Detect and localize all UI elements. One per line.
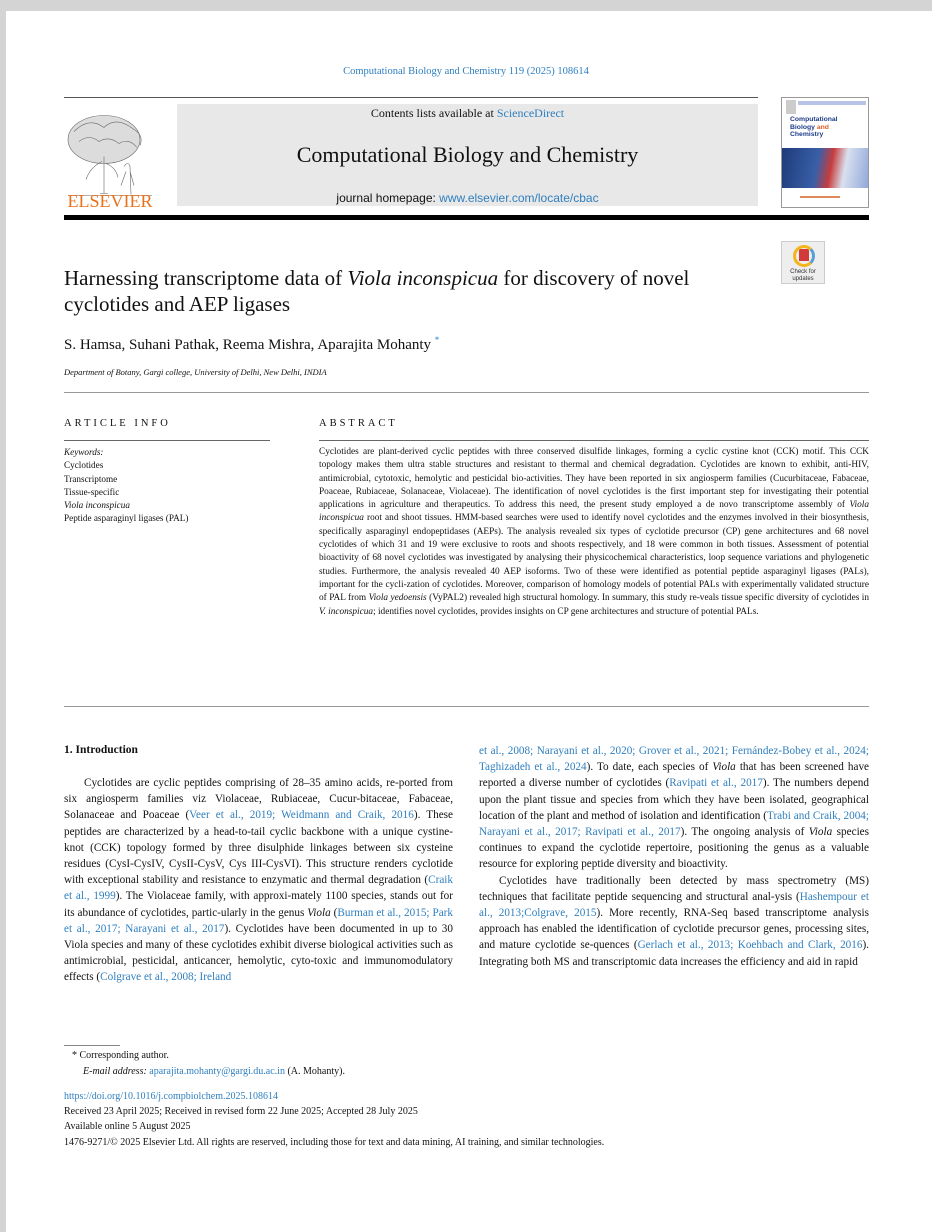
abstract-heading: ABSTRACT xyxy=(319,418,398,429)
check-for-updates-button[interactable] xyxy=(781,241,825,284)
elsevier-wordmark: ELSEVIER xyxy=(67,191,153,211)
author-separator: , xyxy=(121,337,129,353)
journal-title: Computational Biology and Chemistry xyxy=(296,142,639,167)
abstract-text: (VyPAL2) revealed high structural homology. In summary, this study re-veals tissue specific diversity of cyclotides in xyxy=(426,593,870,604)
email-line xyxy=(64,1064,345,1080)
author-separator: , xyxy=(310,337,318,353)
email-suffix: (A. Mohanty). xyxy=(284,1065,345,1077)
citation-link[interactable]: Gerlach et al., 2013; Koehbach and Clark, 2016 xyxy=(637,939,863,952)
homepage-link[interactable]: www.elsevier.com/locate/cbac xyxy=(439,191,599,205)
article-title xyxy=(64,265,764,317)
available-online: Available online 5 August 2025 xyxy=(64,1121,191,1133)
title-part2: for discovery of novel cyclotides and AEP ligases xyxy=(64,266,690,316)
homepage-line xyxy=(177,191,758,205)
author[interactable]: Reema Mishra xyxy=(222,337,311,353)
cover-title-line1: Computational xyxy=(790,116,838,123)
author[interactable]: S. Hamsa xyxy=(64,337,122,353)
cover-topbar xyxy=(798,101,866,105)
body-text: that has been screened have reported a diverse number of cyclotides ( xyxy=(479,761,870,790)
sciencedirect-link[interactable]: ScienceDirect xyxy=(496,106,565,120)
author-list xyxy=(64,335,439,354)
citation-link[interactable]: Hashempour et al., 2013;Colgrave, 2015 xyxy=(479,890,869,920)
abstract-species: V. inconspicua xyxy=(319,606,374,617)
header-thick-rule xyxy=(64,215,869,220)
copyright-notice: 1476-9271/© 2025 Elsevier Ltd. All rights are reserved, including those for text and data mining, AI training, and similar technologies. xyxy=(64,1136,605,1148)
body-text: ). To date, each species of xyxy=(586,761,713,774)
cover-title-line3: Chemistry xyxy=(790,131,824,139)
email-link[interactable]: aparajita.mohanty@gargi.du.ac.in xyxy=(149,1065,285,1077)
title-species: Viola inconspicua xyxy=(347,266,499,290)
contents-prefix: Contents lists available at xyxy=(370,106,497,120)
citation-link[interactable]: Ravipati et al., 2017 xyxy=(669,777,763,790)
author-separator: , xyxy=(215,337,223,353)
keyword: Peptide asparaginyl ligases (PAL) xyxy=(64,513,189,524)
journal-cover-thumbnail[interactable] xyxy=(781,97,869,208)
journal-citation-link[interactable]: Computational Biology and Chemistry 119 (2025) 108614 xyxy=(343,66,589,77)
author[interactable]: Aparajita Mohanty xyxy=(317,337,432,353)
body-text: ). The ongoing analysis of xyxy=(680,826,809,839)
body-text: ). The numbers depend upon the plant tissue and species from which they have been isolated, geographical location of the plant and method of isolation and identification ( xyxy=(479,777,869,822)
body-text: ). Integrating both MS and transcriptomic data increases the efficiency and aid in rapid xyxy=(479,939,869,968)
abstract-species: Viola inconspicua xyxy=(319,500,869,524)
keywords-block xyxy=(64,446,188,526)
abstract-text: ; identifies novel cyclotides, provides insights on CP gene architectures and structure of potential PALs. xyxy=(373,606,759,617)
cover-image-band xyxy=(782,148,869,188)
affiliation: Department of Botany, Gargi college, University of Delhi, New Delhi, INDIA xyxy=(64,367,327,377)
corresponding-author-mark[interactable]: * xyxy=(434,335,440,345)
body-text: ( xyxy=(330,906,338,919)
citation-link[interactable]: Trabi and Craik, 2004; Narayani et al., 2017; Ravipati et al., 2017 xyxy=(479,809,869,839)
email-label: E-mail address: xyxy=(83,1065,150,1077)
citation-link[interactable]: et al., 2008; Narayani et al., 2020; Grover et al., 2021; Fernández-Bobey et al., 2024; Taghizadeh et al., 2024 xyxy=(479,745,869,774)
keyword: Cyclotides xyxy=(64,460,104,471)
title-part1: Harnessing transcriptome data of xyxy=(64,266,348,290)
body-text: ). These peptides are characterized by a head-to-tail cyclic backbone with a unique cystine-knot (CCK) topology formed by three disulphide linkages between six cysteine residues (CysI-CysIV, CysII-CysV, Cys III-CysVI). This structure renders cyclotide with exceptional stability and resistance to enzymatic and thermal degradation ( xyxy=(64,809,453,887)
body-column-left xyxy=(64,775,453,986)
body-text: Cyclotides have traditionally been detected by mass spectrometry (MS) techniques that facilitate peptide sequencing and structural anal-ysis ( xyxy=(479,874,869,903)
title-divider xyxy=(64,392,869,393)
citation-link[interactable]: Colgrave et al., 2008; Ireland xyxy=(100,971,232,984)
keyword: Transcriptome xyxy=(64,473,118,484)
body-text: species continues to expand the cyclotide repertoire, positioning the genus as a valuable resource for exploring peptide diversity and bioactivity. xyxy=(479,826,869,871)
publication-info xyxy=(64,1089,604,1150)
body-text: ). More recently, RNA-Seq based transcriptome analysis approach has enabled the identification of cyclotide precursor genes, processing sites, and mature cyclotide se-quences ( xyxy=(479,907,869,952)
body-text: ). The Violaceae family, with approxi-mately 1100 species, stands out for its abundance of cyclotides, partic-ularly in the genus xyxy=(64,890,454,919)
genus-name: Viola xyxy=(808,826,833,839)
cover-title xyxy=(790,116,838,139)
footnote-rule xyxy=(64,1045,120,1046)
abstract-rule xyxy=(319,440,869,441)
citation-link[interactable]: Veer et al., 2019; Weidmann and Craik, 2016 xyxy=(189,809,414,822)
body-text: ). Cyclotides have been documented in up to 30 Viola species and many of these cyclotides exhibit diverse biological activities such as antimicrobial, pesticidal, anticancer, hemolytic, cyto-toxic and immunomodulatory effects ( xyxy=(64,922,453,984)
cover-title-and: and xyxy=(816,123,829,131)
doi-link[interactable]: https://doi.org/10.1016/j.compbiolchem.2025.108614 xyxy=(64,1091,278,1102)
genus-name: Viola xyxy=(712,761,736,774)
keyword: Tissue-specific xyxy=(64,486,120,497)
abstract-text: Cyclotides are plant-derived cyclic peptides with three conserved disulfide linkages, forming a cyclic cystine knot (CCK) motif. This CCK topology makes them ultra stable structures and resistant to thermal and chemical degradation. Cyclotides are known to exhibit, anti-HIV, antimicrobial, cytotoxic, hemolytic and pesticidal bio-activities. They have been reported in six angiosperm families (Cucurbitaceae, Fabaceae, Poaceae, Rubiaceae, Solanaceae, Violaceae). The identification of novel cyclotides is the first important step for investigating their potential applications in agriculture and therapeutics. To address this need, the present study employed a de novo transcriptome assembly of xyxy=(319,447,869,511)
abstract-text: root and shoot tissues. HMM-based searches were used to identify novel cyclotides and the enzymes involved in their biosynthesis, specifically asparaginyl endopeptidases (AEPs). The analysis revealed six types of cyclotide precursor (CP) gene architectures and 68 novel cyclotides of which 31 and 19 were exclusive to roots and shoots respectively, and 18 were common in both tissues. Assessment of potential bioactivity of 68 novel cyclotides was investigated by analysing their physicochemical characteristics, loop sequence variations and phylogenetic studies. Furthermore, the analysis revealed 40 AEP isoforms. Two of these were identified as potential peptide asparaginyl ligases (PALs), important for the cycli-zation of cyclotides. Moreover, comparison of homology models of potential PALs with experimentally validated structure of PAL from xyxy=(319,513,869,604)
homepage-prefix: journal homepage: xyxy=(336,191,440,205)
body-text: Cyclotides are cyclic peptides comprising of 28–35 amino acids, re-ported from six angiosperm families viz Violaceae, Rubiaceae, Cucur-bitaceae, Fabaceae, Solanaceae and Poaceae ( xyxy=(64,777,453,822)
cover-logo-icon xyxy=(786,100,796,114)
article-history: Received 23 April 2025; Received in revised form 22 June 2025; Accepted 28 July 2025 xyxy=(64,1106,418,1118)
cover-title-line2: Biology xyxy=(790,123,817,131)
genus-name: Viola xyxy=(307,906,331,919)
corresponding-author-note: * Corresponding author. xyxy=(72,1050,169,1061)
paragraph xyxy=(64,775,453,986)
section-heading-introduction: 1. Introduction xyxy=(64,744,138,756)
author[interactable]: Suhani Pathak xyxy=(129,337,216,353)
keywords-label: Keywords: xyxy=(64,447,104,457)
citation-link[interactable]: Craik et al., 1999 xyxy=(64,874,453,903)
body-column-right xyxy=(479,743,869,970)
footnotes xyxy=(64,1048,345,1079)
running-head[interactable] xyxy=(0,66,932,77)
paragraph xyxy=(479,873,869,970)
contents-line xyxy=(177,106,758,121)
abstract-divider xyxy=(64,706,869,707)
journal-banner xyxy=(177,104,758,206)
abstract-body xyxy=(319,446,869,619)
citation-link[interactable]: Burman et al., 2015; Park et al., 2017; Narayani et al., 2017 xyxy=(64,906,453,935)
paragraph xyxy=(479,743,869,873)
cover-footer-mark xyxy=(800,196,840,198)
article-info-rule xyxy=(64,440,270,441)
abstract-species: Viola yedoensis xyxy=(368,593,427,604)
check-for-updates-label: Check for updates xyxy=(790,269,816,282)
keyword: Viola inconspicua xyxy=(64,500,130,511)
crossmark-bookmark-icon xyxy=(799,249,809,261)
header-rule xyxy=(64,97,758,98)
article-info-heading: ARTICLE INFO xyxy=(64,418,171,429)
